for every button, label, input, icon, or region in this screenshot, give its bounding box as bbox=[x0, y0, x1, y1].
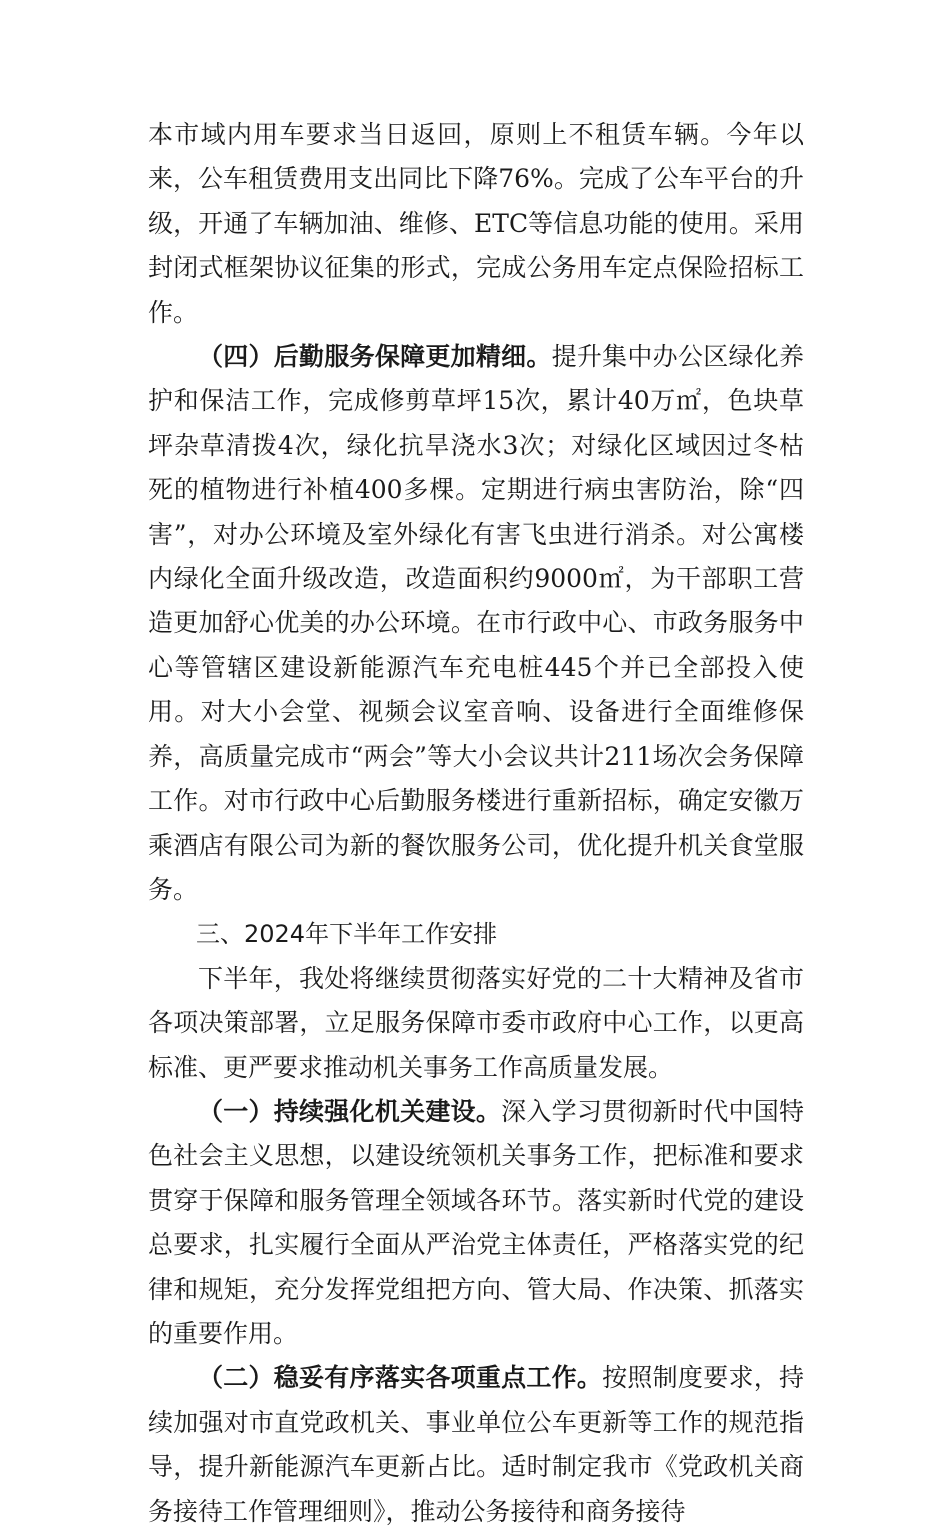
paragraph-heading: （四）后勤服务保障更加精细。 bbox=[198, 342, 552, 372]
paragraph-organ-building bbox=[148, 1090, 804, 1356]
section-title-2024-h2-plan: 三、2024年下半年工作安排 bbox=[196, 920, 498, 949]
paragraph-text: 深入学习贯彻新时代中国特色社会主义思想，以建设统领机关事务工作，把标准和要求贯穿于保障和服务管理全领域各环节。落实新时代党的建设总要求，扎实履行全面从严治党主体责任，严格落实党的纪律和规矩，充分发挥党组把方向、管大局、作决策、抓落实的重要作用。 bbox=[148, 1096, 804, 1348]
document-body bbox=[148, 113, 804, 1534]
paragraph-key-tasks bbox=[148, 1356, 804, 1534]
paragraph-text: 提升集中办公区绿化养护和保洁工作，完成修剪草坪15次，累计40万㎡，色块草坪杂草清拨4次，绿化抗旱浇水3次；对绿化区域因过冬枯死的植物进行补植400多棵。定期进行病虫害防治，除“四害”，对办公环境及室外绿化有害飞虫进行消杀。对公寓楼内绿化全面升级改造，改造面积约9000㎡，为干部职工营造更加舒心优美的办公环境。在市行政中心、市政务服务中心等管辖区建设新能源汽车充电桩445个并已全部投入使用。对大小会堂、视频会议室音响、设备进行全面维修保养，高质量完成市“两会”等大小会议共计211场次会务保障工作。对市行政中心后勤服务楼进行重新招标，确定安徽万乘酒店有限公司为新的餐饮服务公司，优化提升机关食堂服务。 bbox=[148, 342, 804, 904]
paragraph-text: 下半年，我处将继续贯彻落实好党的二十大精神及省市各项决策部署，立足服务保障市委市政府中心工作，以更高标准、更严要求推动机关事务工作高质量发展。 bbox=[148, 963, 804, 1082]
paragraph-heading: （一）持续强化机关建设。 bbox=[198, 1096, 502, 1126]
paragraph-heading: （二）稳妥有序落实各项重点工作。 bbox=[198, 1363, 603, 1393]
paragraph-logistics-service bbox=[148, 335, 804, 912]
paragraph-vehicle-rental bbox=[148, 113, 804, 335]
paragraph-text: 按照制度要求，持续加强对市直党政机关、事业单位公车更新等工作的规范指导，提升新能源汽车更新占比。适时制定我市《党政机关商务接待工作管理细则》，推动公务接待和商务接待 bbox=[148, 1363, 804, 1526]
paragraph-text: 本市域内用车要求当日返回，原则上不租赁车辆。今年以来，公车租赁费用支出同比下降76%。完成了公车平台的升级，开通了车辆加油、维修、ETC等信息功能的使用。采用封闭式框架协议征集的形式，完成公务用车定点保险招标工作。 bbox=[148, 120, 804, 327]
paragraph-h2-overview bbox=[148, 957, 804, 1090]
